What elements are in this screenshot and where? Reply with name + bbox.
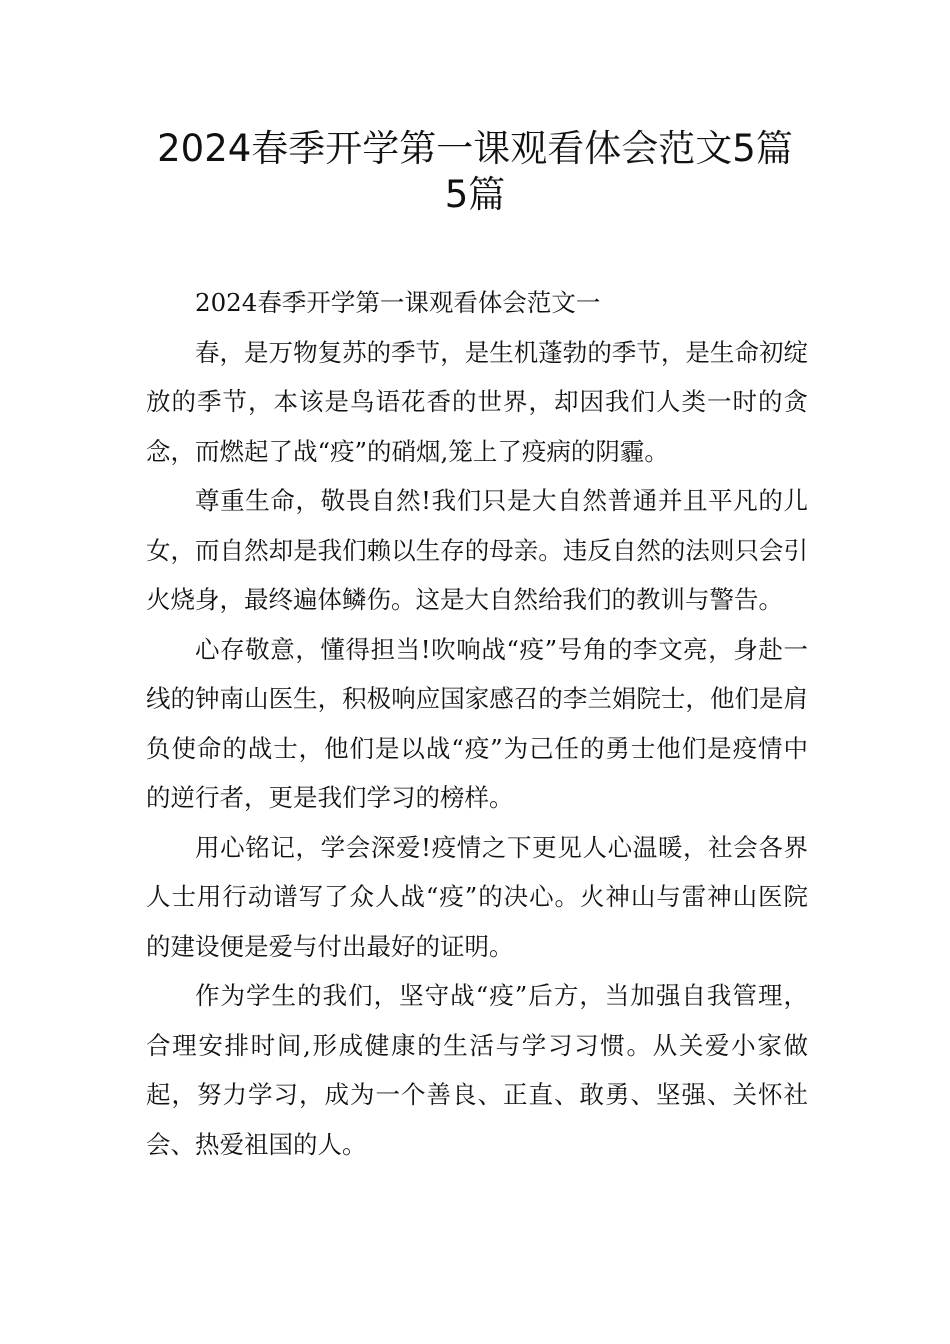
title-line-1: 2024春季开学第一课观看体会范文5篇: [157, 127, 793, 170]
title-line-2: 5篇: [444, 173, 506, 216]
paragraph: 春，是万物复苏的季节，是生机蓬勃的季节，是生命初绽放的季节，本该是鸟语花香的世界，却因我们人类一时的贪念，而燃起了战“疫”的硝烟,笼上了疫病的阴霾。: [146, 337, 808, 466]
document-body: [146, 278, 808, 1169]
paragraph: 心存敬意，懂得担当!吹响战“疫”号角的李文亮，身赴一线的钟南山医生，积极响应国家感召的李兰娟院士，他们是肩负使命的战士，他们是以战“疫”为己任的勇士他们是疫情中的逆行者，更是我们学习的榜样。: [146, 634, 808, 812]
document-title: [120, 126, 830, 218]
paragraph: 用心铭记，学会深爱!疫情之下更见人心温暖，社会各界人士用行动谱写了众人战“疫”的决心。火神山与雷神山医院的建设便是爱与付出最好的证明。: [146, 832, 808, 961]
paragraph: 作为学生的我们，坚守战“疫”后方，当加强自我管理，合理安排时间,形成健康的生活与学习习惯。从关爱小家做起，努力学习，成为一个善良、正直、敢勇、坚强、关怀社会、热爱祖国的人。: [146, 981, 808, 1159]
section-heading: 2024春季开学第一课观看体会范文一: [195, 288, 601, 317]
paragraph: 尊重生命，敬畏自然!我们只是大自然普通并且平凡的儿女，而自然却是我们赖以生存的母亲。违反自然的法则只会引火烧身，最终遍体鳞伤。这是大自然给我们的教训与警告。: [146, 486, 808, 614]
